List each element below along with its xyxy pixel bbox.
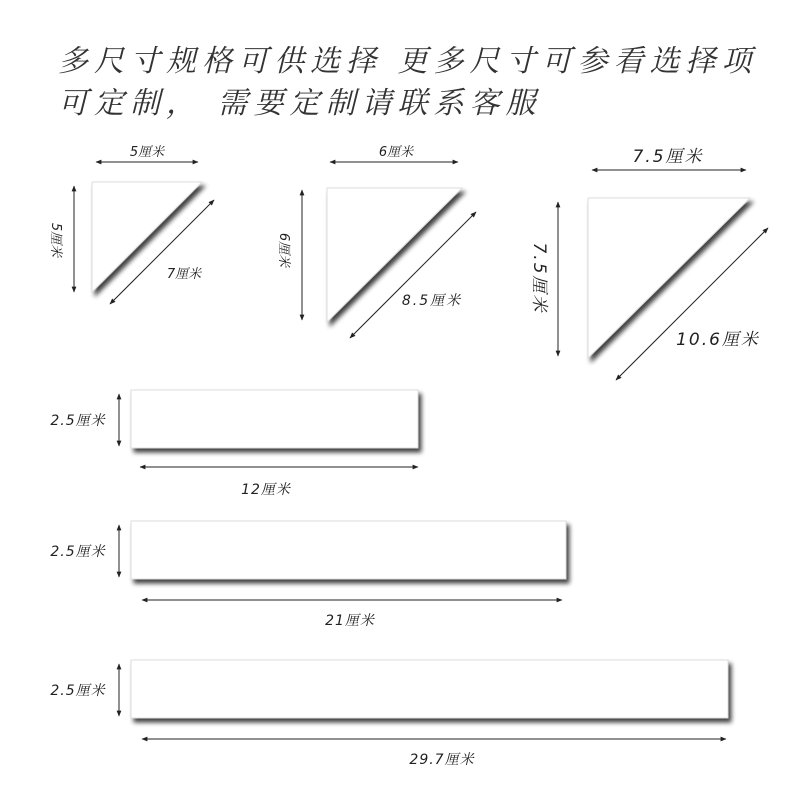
triangle-hypotenuse-label: 10.6厘米 xyxy=(676,330,760,350)
heading-line-1: 多尺寸规格可供选择 更多尺寸可参看选择项 xyxy=(58,44,758,79)
triangle-6cm xyxy=(276,145,476,338)
strip-29-7cm xyxy=(50,660,728,768)
triangle-width-label: 7.5厘米 xyxy=(632,147,704,167)
strip-length-label: 12厘米 xyxy=(241,482,291,498)
heading-line-2: 可定制， 需要定制请联系客服 xyxy=(58,86,542,121)
strip-height-label: 2.5厘米 xyxy=(50,413,106,429)
strip-height-label: 2.5厘米 xyxy=(50,544,106,560)
triangle-height-label: 7.5厘米 xyxy=(529,242,549,314)
triangle-hypotenuse-label: 8.5厘米 xyxy=(401,293,463,309)
strip-shape xyxy=(131,660,728,718)
strip-shape xyxy=(131,390,418,448)
triangle-height-label: 6厘米 xyxy=(276,232,291,268)
strip-length-label: 29.7厘米 xyxy=(409,752,475,768)
triangle-width-label: 5厘米 xyxy=(129,145,165,160)
strip-height-label: 2.5厘米 xyxy=(50,683,106,699)
strip-12cm xyxy=(50,390,418,498)
triangle-height-label: 5厘米 xyxy=(48,222,63,258)
strip-21cm xyxy=(50,521,566,629)
strip-shape xyxy=(131,521,566,579)
triangle-7-5cm xyxy=(529,147,768,380)
triangle-hypotenuse-label: 7厘米 xyxy=(166,267,202,282)
triangle-5cm xyxy=(48,145,214,304)
strip-length-label: 21厘米 xyxy=(325,613,375,629)
triangle-width-label: 6厘米 xyxy=(378,145,414,160)
